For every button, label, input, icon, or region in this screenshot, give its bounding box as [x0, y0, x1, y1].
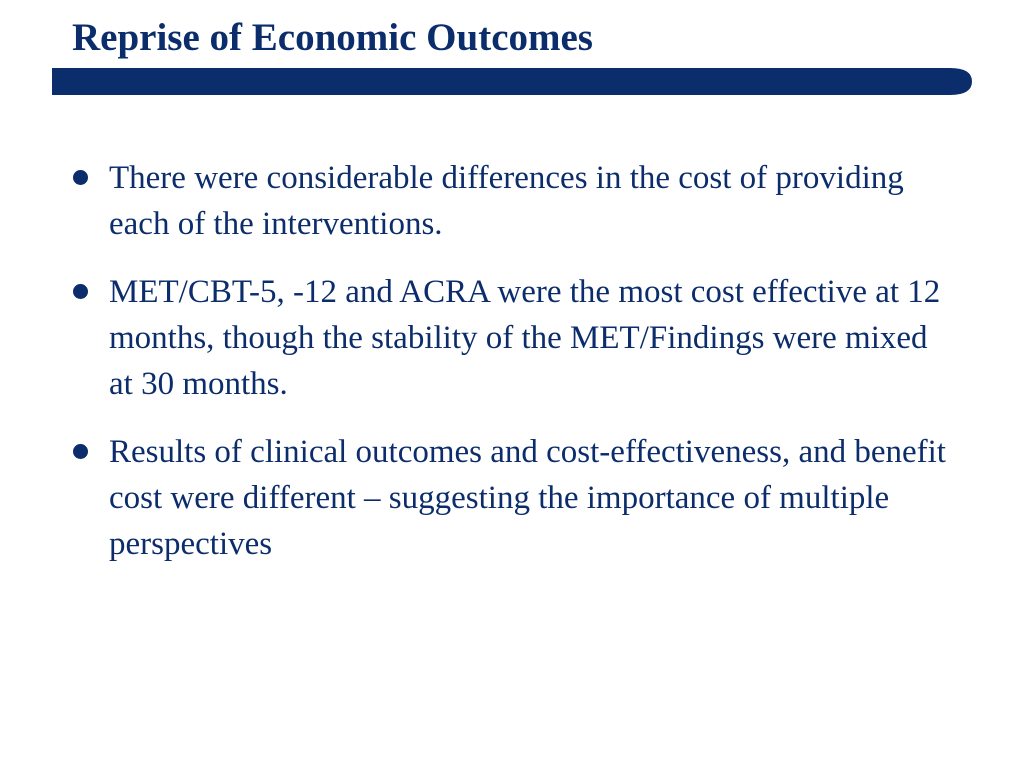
bullet-item — [72, 269, 952, 407]
bullet-list — [72, 155, 952, 589]
bullet-item — [72, 429, 952, 567]
bullet-dot-icon — [73, 170, 88, 185]
bullet-dot-icon — [73, 444, 88, 459]
slide-title: Reprise of Economic Outcomes — [72, 16, 593, 59]
bullet-dot-icon — [73, 284, 88, 299]
bullet-text: MET/CBT-5, -12 and ACRA were the most cost effective at 12 months, though the stability of the MET/Findings were mixed at 30 months. — [109, 274, 941, 402]
bullet-item — [72, 155, 952, 247]
bullet-text: There were considerable differences in the cost of providing each of the interventions. — [109, 160, 904, 242]
title-underline-bar — [52, 68, 972, 95]
bullet-text: Results of clinical outcomes and cost-effectiveness, and benefit cost were different – suggesting the importance of multiple perspectives — [109, 434, 946, 562]
